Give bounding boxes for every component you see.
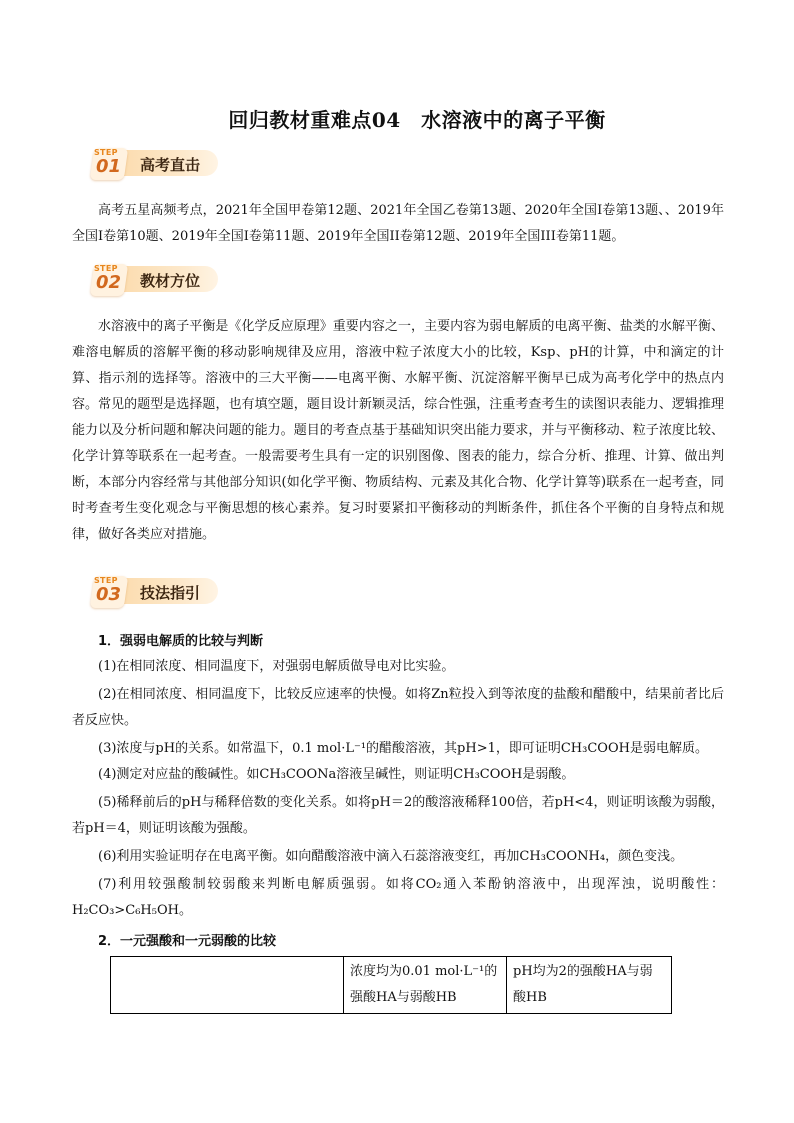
list-item: (5)稀释前后的pH与稀释倍数的变化关系。如将pH＝2的酸溶液稀释100倍，若pH<4，则证明该酸为弱酸，若pH＝4，则证明该酸为强酸。	[72, 795, 724, 836]
exam-frequency-paragraph: 高考五星高频考点，2021年全国甲卷第12题、2021年全国乙卷第13题、2020年全国I卷第13题、、2019年全国I卷第10题、2019年全国I卷第11题、2019年全国II卷第12题、2019年全国III卷第11题。	[72, 203, 724, 244]
step-label: 技法指引	[140, 584, 201, 602]
table-row	[111, 957, 672, 1014]
step-badge	[88, 146, 130, 182]
list-item: (7)利用较强酸制较弱酸来判断电解质强弱。如将CO₂通入苯酚钠溶液中，出现浑浊，说明酸性：H₂CO₃>C₆H₅OH。	[72, 877, 724, 918]
table-cell	[111, 957, 344, 1014]
comparison-table	[110, 956, 672, 1014]
step-number: 03	[96, 584, 122, 605]
list-item: (2)在相同浓度、相同温度下，比较反应速率的快慢。如将Zn粒投入到等浓度的盐酸和醋酸中，结果前者比后者反应快。	[72, 687, 724, 728]
step-02-banner	[88, 262, 220, 298]
list-item: (3)浓度与pH的关系。如常温下，0.1 mol·L⁻¹的醋酸溶液，其pH>1，即可证明CH₃COOH是弱电解质。	[98, 741, 708, 756]
step-label: 教材方位	[140, 272, 201, 290]
table-cell: pH均为2的强酸HA与弱酸HB	[507, 957, 672, 1014]
step-01-banner	[88, 146, 220, 182]
step-word: STEP	[94, 264, 118, 273]
section-heading-1: 1．强弱电解质的比较与判断	[98, 634, 264, 649]
step-word: STEP	[94, 148, 118, 157]
textbook-overview-paragraph: 水溶液中的离子平衡是《化学反应原理》重要内容之一，主要内容为弱电解质的电离平衡、盐类的水解平衡、难溶电解质的溶解平衡的移动影响规律及应用，溶液中粒子浓度大小的比较，Ksp、pH的计算，中和滴定的计算、指示剂的选择等。溶液中的三大平衡——电离平衡、水解平衡、沉淀溶解平衡早已成为高考化学中的热点内容。常见的题型是选择题，也有填空题，题目设计新颖灵活，综合性强，注重考查考生的读图识表能力、逻辑推理能力以及分析问题和解决问题的能力。题目的考查点基于基础知识突出能力要求，并与平衡移动、粒子浓度比较、化学计算等联系在一起考查。一般需要考生具有一定的识别图像、图表的能力，综合分析、推理、计算、做出判断，本部分内容经常与其他部分知识(如化学平衡、物质结构、元素及其化合物、化学计算等)联系在一起考查，同时考查考生变化观念与平衡思想的核心素养。复习时要紧扣平衡移动的判断条件，抓住各个平衡的自身特点和规律，做好各类应对措施。	[72, 319, 724, 542]
step-number: 01	[96, 156, 122, 177]
list-item: (6)利用实验证明存在电离平衡。如向醋酸溶液中滴入石蕊溶液变红，再加CH₃COONH₄，颜色变浅。	[98, 849, 684, 864]
step-number: 02	[96, 272, 122, 293]
step-label: 高考直击	[140, 156, 201, 174]
table-cell: 浓度均为0.01 mol·L⁻¹的强酸HA与弱酸HB	[344, 957, 507, 1014]
step-badge	[88, 574, 130, 610]
step-word: STEP	[94, 576, 118, 585]
step-03-banner	[88, 574, 220, 610]
page-title: 回归教材重难点04 水溶液中的离子平衡	[228, 108, 606, 132]
list-item: (1)在相同浓度、相同温度下，对强弱电解质做导电对比实验。	[98, 659, 455, 674]
step-badge	[88, 262, 130, 298]
list-item: (4)测定对应盐的酸碱性。如CH₃COONa溶液呈碱性，则证明CH₃COOH是弱酸。	[98, 767, 575, 782]
section-heading-2: 2．一元强酸和一元弱酸的比较	[98, 934, 277, 949]
